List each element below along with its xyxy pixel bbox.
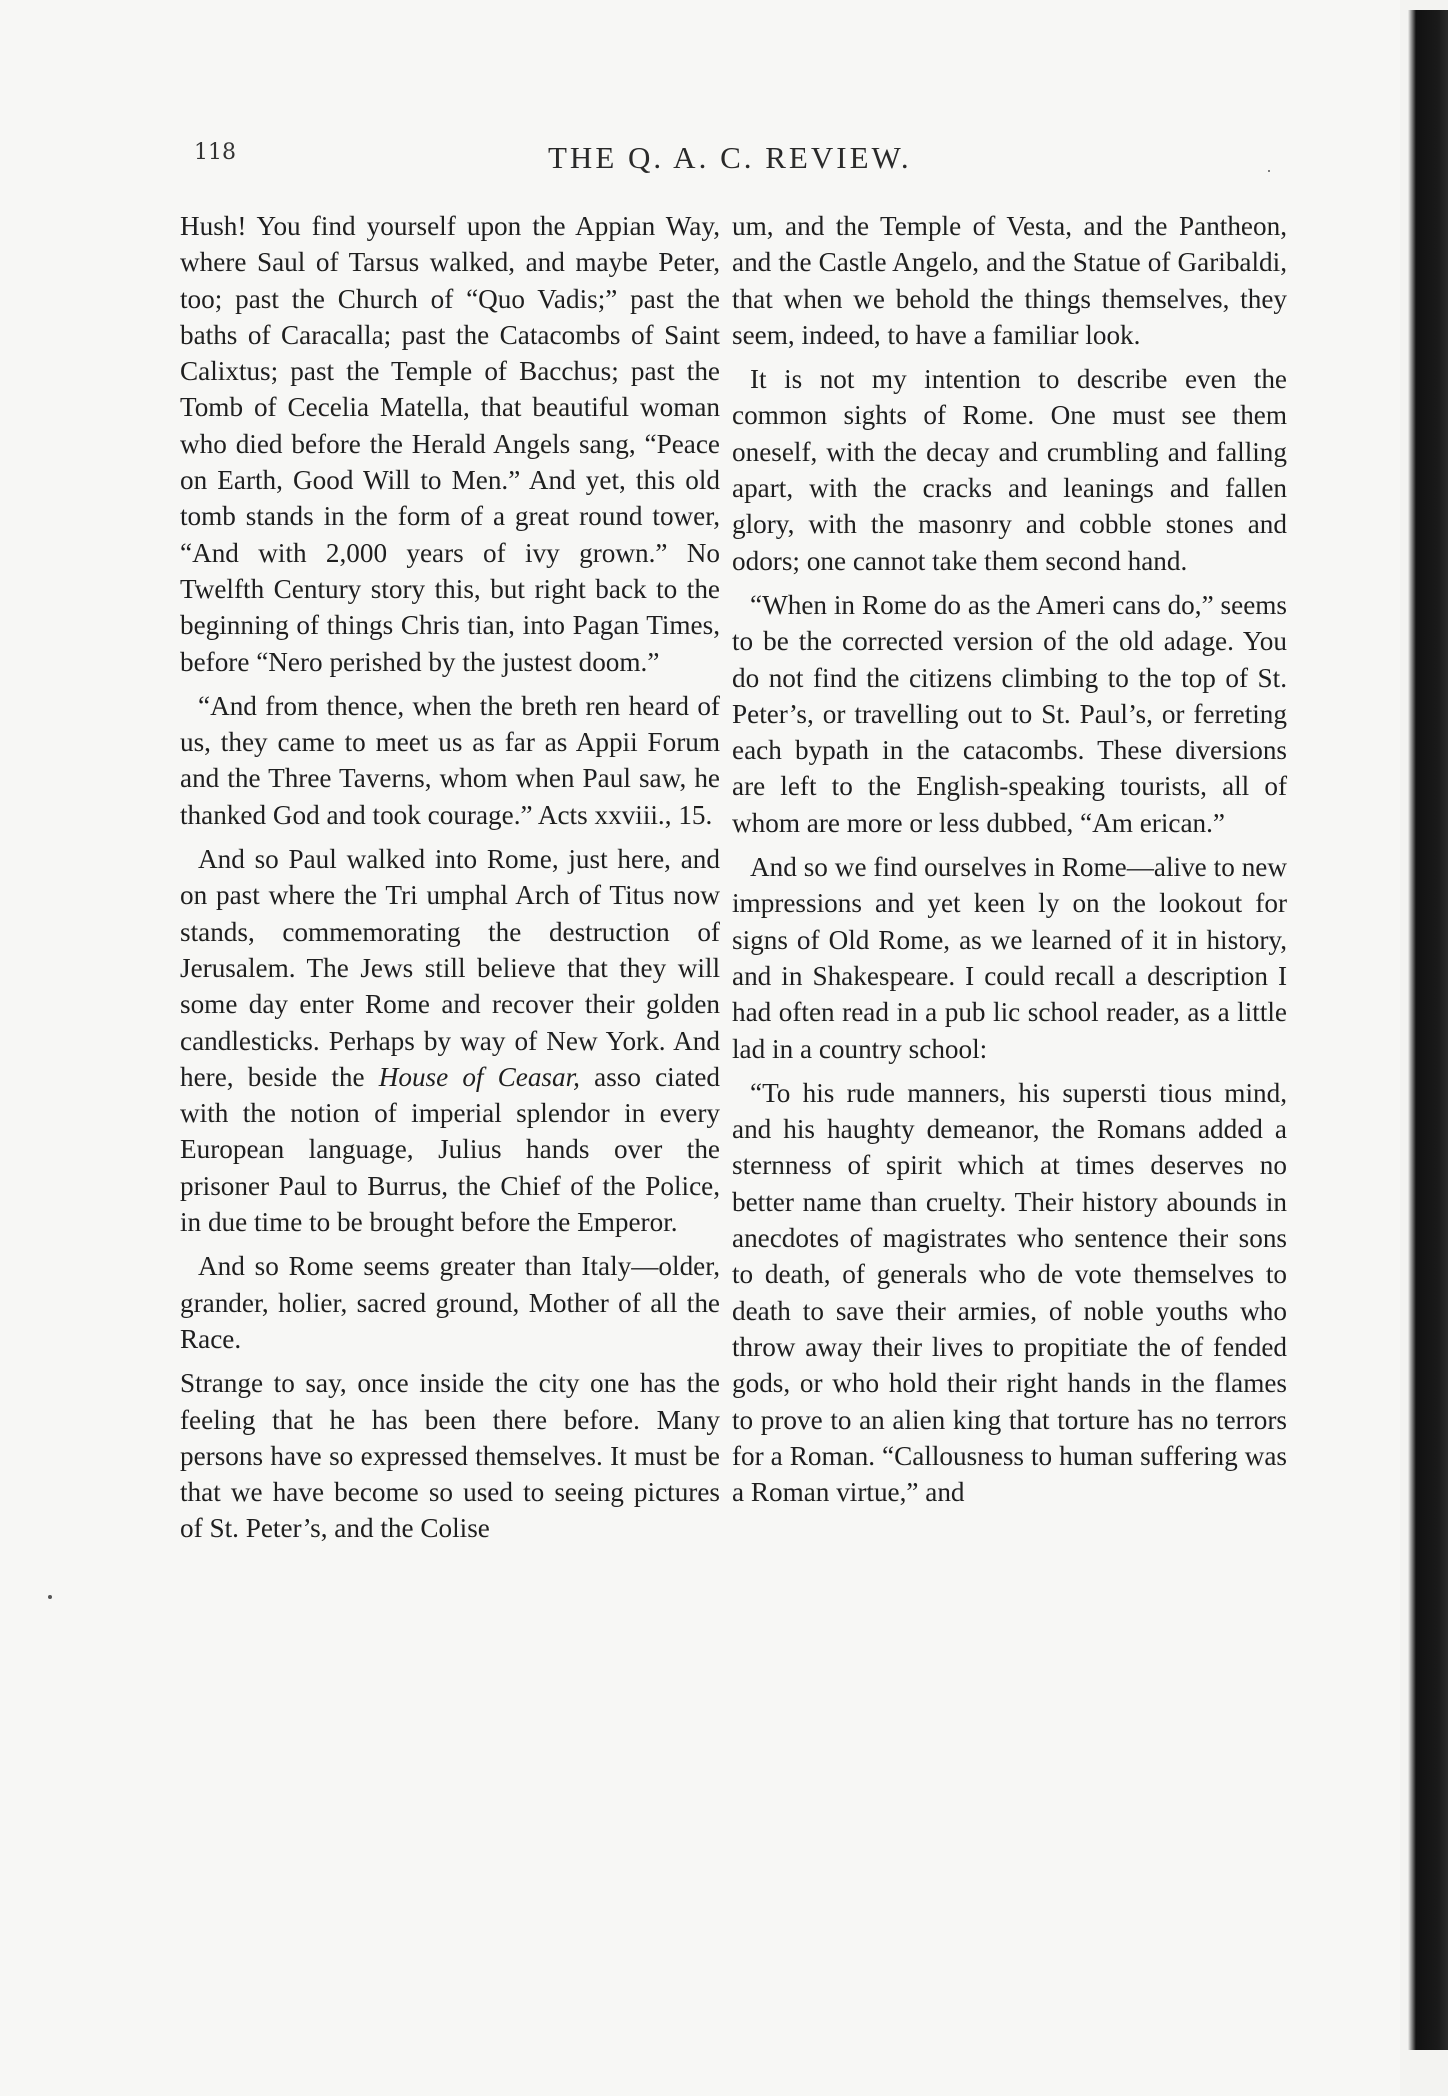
paragraph-text: And so Paul walked into Rome, just here, and on past where the Tri umphal Arch of Titus now stands, commemorating the destruction of Jerusalem. The Jews still believe that they will some day enter Rome and recover their golden candlesticks. Perhaps by way of New York. And here, beside the <box>180 844 720 1092</box>
paragraph: Hush! You find yourself upon the Appian Way, where Saul of Tarsus walked, and maybe Peter, too; past the Church of “Quo Vadis;” past the baths of Caracalla; past the Catacombs of Saint Calixtus; past the Temple of Bacchus; past the Tomb of Cecelia Matella, that beautiful woman who died before the Herald Angels sang, “Peace on Earth, Good Will to Men.” And yet, this old tomb stands in the form of a great round tower, “And with 2,000 years of ivy grown.” No Twelfth Century story this, but right back to the beginning of things Chris tian, into Pagan Times, before “Nero perished by the justest doom.” <box>180 211 720 677</box>
running-title: THE Q. A. C. REVIEW. <box>548 140 912 175</box>
paragraph: um, and the Temple of Vesta, and the Pantheon, and the Castle Angelo, and the Statue of Garibaldi, that when we behold the things themselves, they seem, indeed, to have a familiar look. <box>732 211 1287 350</box>
page-number: 118 <box>194 140 236 165</box>
paragraph: And so Rome seems greater than Italy—older, grander, holier, sacred ground, Mother of all the Race. <box>180 1251 720 1354</box>
paragraph-text: asso ciated with the notion of imperial splendor in every European language, Julius hands over the prisoner Paul to Burrus, the Chief of the Police, in due time to be brought before the Emperor. <box>180 1061 721 1238</box>
page-edge-shadow <box>1408 10 1448 2050</box>
paragraph: “When in Rome do as the Ameri cans do,” seems to be the corrected version of the old adage. You do not find the citizens climbing to the top of St. Peter’s, or travelling out to St. Paul’s, or ferreting each bypath in the catacombs. These diversions are left to the English-speaking tourists, all of whom are more or less dubbed, “Am erican.” <box>732 589 1287 838</box>
paragraph: “And from thence, when the breth ren heard of us, they came to meet us as far as Appii Forum and the Three Taverns, whom when Paul saw, he thanked God and took courage.” Acts xxviii., 15. <box>180 690 720 830</box>
italic-title: House of Ceasar, <box>378 1061 580 1092</box>
scan-speck <box>48 1595 52 1599</box>
scan-speck <box>1268 170 1270 172</box>
paragraph: “To his rude manners, his supersti tious mind, and his haughty demeanor, the Romans added a sternness of spirit which at times deserves no better name than cruelty. Their history abounds in anecdotes of magistrates who sentence their sons to death, of generals who de vote themselves to death to save their armies, of noble youths who throw away their lives to propitiate the of fended gods, or who hold their right hands in the flames to prove to an alien king that torture has no terrors for a Roman. “Callousness to human suffering was a Roman virtue,” and <box>732 1077 1287 1508</box>
left-text-column <box>180 208 720 1555</box>
paragraph: Strange to say, once inside the city one has the feeling that he has been there before. Many persons have so expressed themselves. It must be that we have become so used to seeing pictures of St. Peter’s, and the Colise <box>180 1368 720 1544</box>
paragraph: It is not my intention to describe even the common sights of Rome. One must see them oneself, with the decay and crumbling and falling apart, with the cracks and leanings and fallen glory, with the masonry and cobble stones and odors; one cannot take them second hand. <box>732 364 1287 576</box>
paragraph <box>180 841 720 1240</box>
right-text-column <box>732 208 1287 1518</box>
paragraph: And so we find ourselves in Rome—alive to new impressions and yet keen ly on the lookout for signs of Old Rome, as we learned of it in history, and in Shakespeare. I could recall a description I had often read in a pub lic school reader, as a little lad in a country school: <box>732 852 1287 1064</box>
